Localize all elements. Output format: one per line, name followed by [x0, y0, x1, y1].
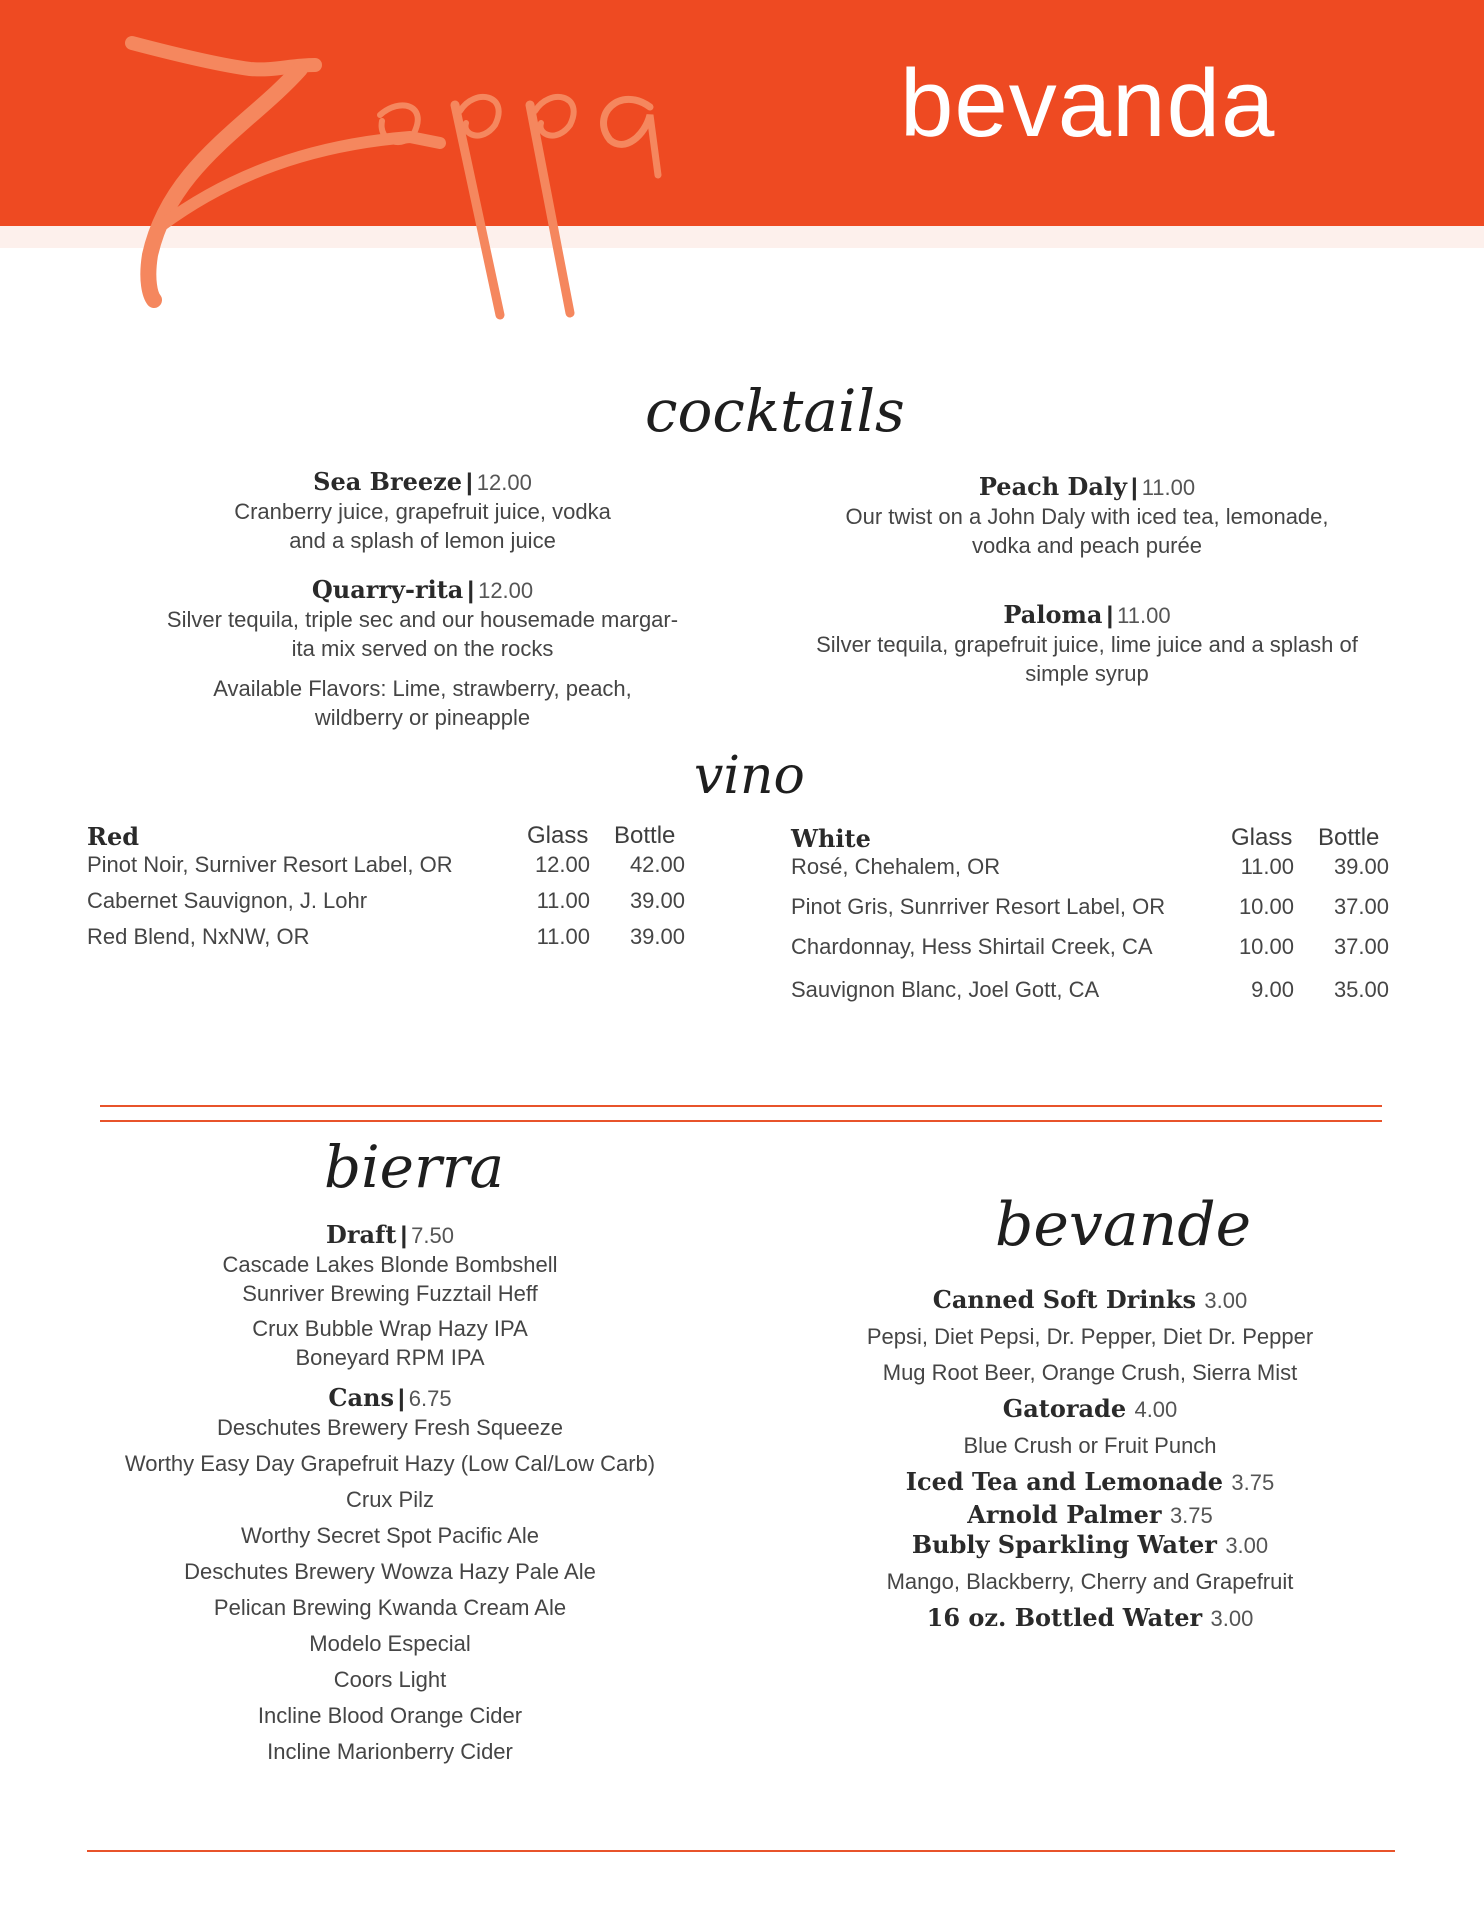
wine-bottle-price: 35.00: [1333, 977, 1389, 1002]
wine-name: Chardonnay, Hess Shirtail Creek, CA: [791, 934, 1153, 959]
drink-option: Mug Root Beer, Orange Crush, Sierra Mist: [882, 1360, 1298, 1385]
wine-bottle-price: 37.00: [1333, 894, 1389, 919]
drink-header: [780, 1285, 1400, 1315]
beer-item: Worthy Easy Day Grapefruit Hazy (Low Cal/Low Carb): [124, 1451, 656, 1476]
wine-bottle-price: 42.00: [629, 852, 685, 877]
zeppa-logo: [110, 25, 690, 335]
wine-row: [87, 924, 687, 960]
available-flavors: [110, 674, 735, 732]
beer-item: Incline Marionberry Cider: [267, 1739, 513, 1764]
beer-item: Deschutes Brewery Wowza Hazy Pale Ale: [184, 1559, 596, 1584]
white-wine-title: White: [791, 824, 871, 853]
beer-item: Pelican Brewing Kwanda Cream Ale: [213, 1595, 567, 1620]
white-wine-list: [791, 824, 1391, 1013]
item-name: Gatorade: [1002, 1394, 1127, 1423]
item-price: 6.75: [408, 1386, 452, 1411]
item-description: ita mix served on the rocks: [291, 636, 554, 661]
beer-item: Coors Light: [333, 1667, 447, 1692]
item-name: Quarry-rita: [311, 575, 464, 604]
wine-glass-price: 10.00: [1238, 934, 1294, 959]
item-price: 7.50: [411, 1223, 454, 1248]
wine-name: Pinot Gris, Sunrriver Resort Label, OR: [791, 894, 1166, 919]
item-price: 12.00: [478, 578, 534, 603]
item-description: Our twist on a John Daly with iced tea, lemonade,: [845, 504, 1329, 529]
drink-header: [780, 1530, 1400, 1560]
drink-option: Pepsi, Diet Pepsi, Dr. Pepper, Diet Dr. Pepper: [866, 1324, 1314, 1349]
wine-row: [87, 852, 687, 888]
item-name: Draft: [326, 1220, 397, 1249]
cocktail-quarry-rita: Quarry-rita | 12.00 Silver tequila, triple sec and our housemade margar- ita mix served on the rocks: [110, 575, 735, 663]
item-name: Sea Breeze: [313, 467, 463, 496]
item-price: 3.75: [1231, 1470, 1275, 1495]
item-name: 16 oz. Bottled Water: [926, 1603, 1203, 1632]
item-name: Paloma: [1003, 600, 1103, 629]
item-description: vodka and peach purée: [972, 533, 1202, 558]
section-divider: [100, 1105, 1382, 1107]
item-description: simple syrup: [1025, 661, 1149, 686]
wine-glass-price: 10.00: [1238, 894, 1294, 919]
beer-item: Crux Bubble Wrap Hazy IPA: [252, 1316, 528, 1341]
wine-glass-price: 11.00: [1240, 854, 1294, 879]
wine-name: Pinot Noir, Surniver Resort Label, OR: [87, 852, 453, 877]
drink-header: [780, 1467, 1400, 1497]
item-price: 11.00: [1141, 475, 1196, 500]
item-name: Peach Daly: [978, 472, 1127, 501]
item-name: Iced Tea and Lemonade: [905, 1467, 1224, 1496]
drink-option: Mango, Blackberry, Cherry and Grapefruit: [886, 1569, 1294, 1594]
beer-item: Crux Pilz: [345, 1487, 434, 1512]
bierra-column: [90, 1220, 690, 1773]
drink-header: [780, 1500, 1400, 1530]
wine-bottle-price: 39.00: [629, 888, 685, 913]
beer-item: Modelo Especial: [309, 1631, 471, 1656]
draft-header: Draft | 7.50: [326, 1220, 454, 1249]
bottom-rule: [87, 1850, 1395, 1852]
cans-header: Cans | 6.75: [328, 1383, 452, 1412]
glass-column-header: Glass: [527, 822, 589, 849]
item-name: Cans: [328, 1383, 395, 1412]
wine-row: [791, 894, 1391, 934]
cocktail-peach-daly: Peach Daly | 11.00 Our twist on a John Daly with iced tea, lemonade, vodka and peach purée: [782, 472, 1392, 560]
beer-item: Boneyard RPM IPA: [295, 1345, 485, 1370]
wine-row: [791, 934, 1391, 977]
bevande-heading: bevande: [995, 1190, 1252, 1260]
item-name: Bubly Sparkling Water: [911, 1530, 1217, 1559]
drink-header: [780, 1603, 1400, 1633]
flavors-line: wildberry or pineapple: [314, 705, 531, 730]
beer-item: Sunriver Brewing Fuzztail Heff: [242, 1281, 538, 1306]
wine-bottle-price: 37.00: [1333, 934, 1389, 959]
item-price: 3.75: [1169, 1503, 1213, 1528]
wine-row: [791, 854, 1391, 894]
item-price: 4.00: [1134, 1397, 1178, 1422]
item-price: 3.00: [1210, 1606, 1254, 1631]
wine-glass-price: 11.00: [536, 924, 590, 949]
item-description: and a splash of lemon juice: [289, 528, 556, 553]
bevande-column: [780, 1285, 1400, 1633]
beer-item: Deschutes Brewery Fresh Squeeze: [216, 1415, 564, 1440]
section-divider: [100, 1120, 1382, 1122]
item-description: Silver tequila, grapefruit juice, lime juice and a splash of: [816, 632, 1358, 657]
wine-row: [87, 888, 687, 924]
cocktail-sea-breeze: Sea Breeze | 12.00 Cranberry juice, grapefruit juice, vodka and a splash of lemon juice: [110, 467, 735, 555]
item-price: 3.00: [1225, 1533, 1269, 1558]
red-wine-title: Red: [87, 822, 139, 851]
wine-glass-price: 12.00: [534, 852, 590, 877]
item-name: Arnold Palmer: [967, 1500, 1162, 1529]
cocktails-left-column: [110, 467, 735, 732]
wine-bottle-price: 39.00: [1333, 854, 1389, 879]
item-description: Cranberry juice, grapefruit juice, vodka: [234, 499, 611, 524]
bottle-column-header: Bottle: [1318, 824, 1380, 851]
wine-name: Rosé, Chehalem, OR: [791, 854, 1001, 879]
item-price: 12.00: [476, 470, 532, 495]
item-price: 3.00: [1204, 1288, 1248, 1313]
bierra-heading: bierra: [324, 1133, 505, 1201]
drink-header: [780, 1394, 1400, 1424]
beer-item: Cascade Lakes Blonde Bombshell: [222, 1252, 558, 1277]
item-price: 11.00: [1117, 603, 1171, 628]
glass-column-header: Glass: [1231, 824, 1293, 851]
wine-glass-price: 11.00: [536, 888, 590, 913]
page-title: bevanda: [900, 50, 1276, 157]
item-name: Canned Soft Drinks: [932, 1285, 1197, 1314]
wine-row: [791, 977, 1391, 1013]
flavors-line: Available Flavors: Lime, strawberry, peach,: [213, 676, 632, 701]
beer-item: Worthy Secret Spot Pacific Ale: [241, 1523, 539, 1548]
beer-item: Incline Blood Orange Cider: [257, 1703, 523, 1728]
cocktail-paloma: Paloma | 11.00 Silver tequila, grapefruit juice, lime juice and a splash of simple syrup: [782, 600, 1392, 688]
wine-name: Sauvignon Blanc, Joel Gott, CA: [791, 977, 1100, 1002]
wine-bottle-price: 39.00: [629, 924, 685, 949]
wine-name: Red Blend, NxNW, OR: [87, 924, 310, 949]
red-wine-list: [87, 822, 687, 960]
bottle-column-header: Bottle: [614, 822, 676, 849]
item-description: Silver tequila, triple sec and our housemade margar-: [166, 607, 679, 632]
drink-option: Blue Crush or Fruit Punch: [963, 1433, 1217, 1458]
wine-name: Cabernet Sauvignon, J. Lohr: [87, 888, 368, 913]
vino-heading: vino: [694, 746, 805, 806]
cocktails-right-column: [782, 472, 1392, 688]
wine-glass-price: 9.00: [1251, 977, 1294, 1002]
cocktails-heading: cocktails: [645, 377, 905, 445]
